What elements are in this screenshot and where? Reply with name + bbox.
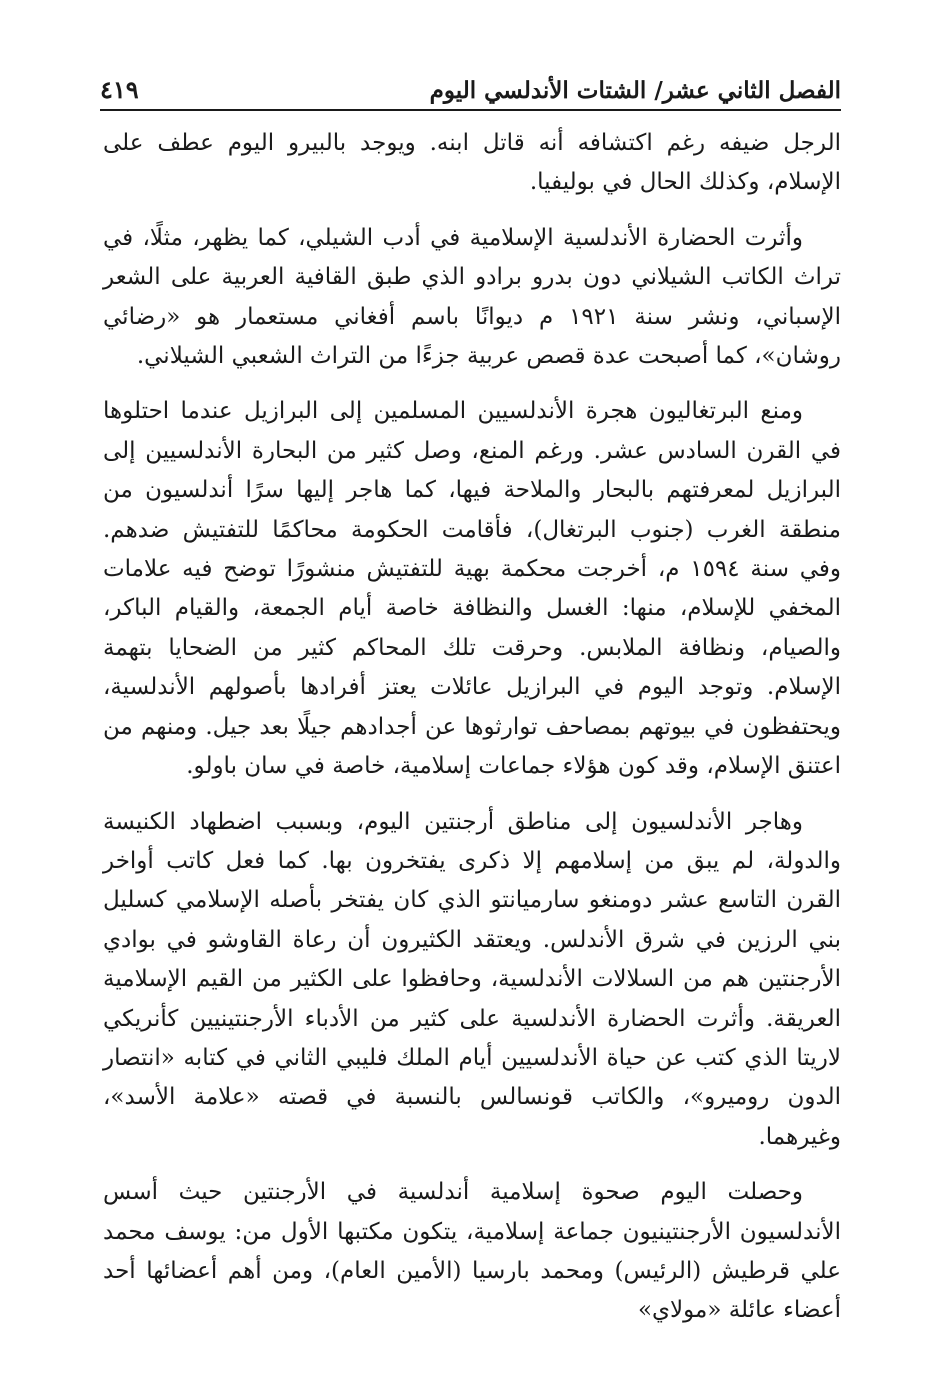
chapter-title: الفصل الثاني عشر/ الشتات الأندلسي اليوم <box>429 77 841 104</box>
paragraph-2: وأثرت الحضارة الأندلسية الإسلامية في أدب الشيلي، كما يظهر، مثلًا، في تراث الكاتب الشيلاني دون بدرو برادو الذي طبق القافية العربية على الشعر الإسباني، ونشر سنة ١٩٢١ م ديوانًا باسم أفغاني مستعمار هو «رضائي روشان»، كما أصبحت عدة قصص عربية جزءًا من التراث الشعبي الشيلاني. <box>103 224 841 370</box>
header-rule <box>100 109 841 111</box>
paragraph-3: ومنع البرتغاليون هجرة الأندلسيين المسلمين إلى البرازيل عندما احتلوها في القرن السادس عشر. ورغم المنع، وصل كثير من البحارة الأندلسيين إلى البرازيل لمعرفتهم بالبحار والملاحة فيها، كما هاجر إليها سرًا أندلسيون من منطقة الغرب (جنوب البرتغال)، فأقامت الحكومة محاكمًا للتفتيش ضدهم. وفي سنة ١٥٩٤ م، أخرجت محكمة بهية للتفتيش منشورًا توضح فيه علامات المخفي للإسلام، منها: الغسل والنظافة خاصة أيام الجمعة، والقيام الباكر، والصيام، ونظافة الملابس. وحرقت تلك المحاكم كثير من الضحايا بتهمة الإسلام. وتوجد اليوم في البرازيل عائلات يعتز أفرادها بأصولهم الأندلسية، ويحتفظون في بيوتهم بمصاحف توارثوها عن أجدادهم جيلًا بعد جيل. ومنهم من اعتنق الإسلام، وقد كون هؤلاء جماعات إسلامية، خاصة في سان باولو. <box>103 398 841 780</box>
paragraph-5: وحصلت اليوم صحوة إسلامية أندلسية في الأرجنتين حيث أسس الأندلسيون الأرجنتينيون جماعة إسلامية، يتكون مكتبها الأول من: يوسف محمد علي قرطيش (الرئيس) ومحمد بارسيا (الأمين العام)، ومن أهم أعضائها أحد أعضاء عائلة «مولاي» <box>103 1179 841 1324</box>
paragraph-1: الرجل ضيفه رغم اكتشافه أنه قاتل ابنه. ويوجد بالبيرو اليوم عطف على الإسلام، وكذلك الحال في بوليفيا. <box>103 130 841 196</box>
running-header <box>100 62 841 102</box>
paragraph-4: وهاجر الأندلسيون إلى مناطق أرجنتين اليوم، وبسبب اضطهاد الكنيسة والدولة، لم يبق من إسلامهم إلا ذكرى يفتخرون بها. كما فعل كاتب أواخر القرن التاسع عشر دومنغو سارميانتو الذي كان يفتخر بأصله الإسلامي كسليل بني الرزين في شرق الأندلس. ويعتقد الكثيرون أن رعاة القاوشو في بوادي الأرجنتين هم من السلالات الأندلسية، وحافظوا على الكثير من القيم الإسلامية العريقة. وأثرت الحضارة الأندلسية على كثير من الأدباء الأرجنتينيين كأنريكي لاريتا الذي كتب عن حياة الأندلسيين أيام الملك فليبي الثاني في كتابه «انتصار الدون روميرو»، والكاتب قونسالس بالنسبة في قصته «علامة الأسد»، وغيرهما. <box>103 808 841 1150</box>
page-number: ٤١٩ <box>100 75 139 104</box>
body-text <box>103 124 841 1347</box>
